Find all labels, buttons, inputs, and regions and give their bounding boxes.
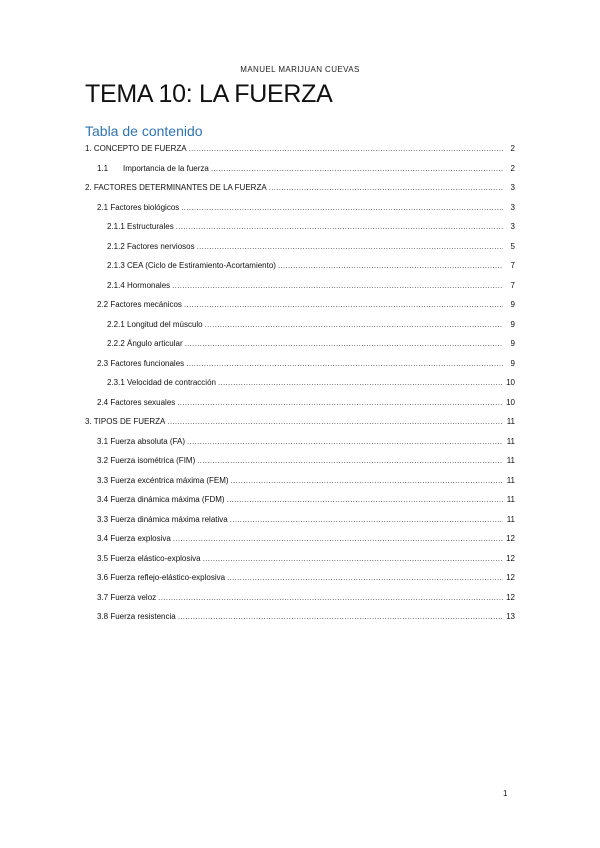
toc-entry-page: 11: [506, 495, 515, 504]
toc-entry[interactable]: [97, 569, 515, 583]
toc-entry-page: 7: [510, 261, 515, 270]
toc-leader-dots: [172, 281, 503, 291]
toc-entry[interactable]: [97, 296, 515, 310]
toc-entry-label: 1. CONCEPTO DE FUERZA: [85, 144, 187, 153]
toc-entry-label: 3.5 Fuerza elástico-explosiva: [97, 553, 201, 563]
toc-entry[interactable]: [107, 316, 515, 330]
toc-leader-dots: [185, 339, 503, 349]
toc-entry-label: 2.3.1 Velocidad de contracción: [107, 378, 216, 387]
toc-leader-dots: [187, 437, 503, 447]
toc-entry-page: 3: [510, 222, 515, 231]
toc-entry-page: 12: [506, 553, 515, 563]
toc-leader-dots: [181, 203, 503, 213]
toc-entry[interactable]: [107, 257, 515, 271]
toc-entry-label: 3.6 Fuerza reflejo-elástico-explosiva: [97, 573, 226, 582]
toc-entry-page: 9: [510, 319, 515, 329]
toc-entry[interactable]: [97, 394, 515, 408]
toc-entry[interactable]: [97, 550, 515, 564]
toc-entry-label: 3.3 Fuerza dinámica máxima relativa: [97, 514, 228, 524]
toc-entry-page: 11: [506, 417, 515, 426]
toc-entry-page: 13: [506, 612, 515, 621]
toc-entry[interactable]: [107, 374, 515, 388]
toc-entry-page: 12: [506, 592, 515, 602]
toc-entry-label: 2.1.2 Factores nerviosos: [107, 241, 195, 251]
toc-leader-dots: [184, 300, 503, 310]
toc-entry-label: 2.4 Factores sexuales: [97, 397, 176, 407]
toc-leader-dots: [189, 144, 503, 154]
toc-leader-dots: [178, 612, 503, 622]
toc-leader-dots: [211, 164, 503, 174]
toc-leader-dots: [203, 554, 503, 564]
toc-entry[interactable]: [97, 433, 515, 447]
toc-entry[interactable]: [85, 413, 515, 427]
toc-entry-page: 2: [510, 144, 515, 153]
toc-entry-label: 2.2.1 Longitud del músculo: [107, 319, 203, 329]
toc-entry-label: 2. FACTORES DETERMINANTES DE LA FUERZA: [85, 183, 267, 192]
page-header-author: MANUEL MARIJUAN CUEVAS: [240, 65, 360, 74]
toc-entry-label: 2.1.3 CEA (Ciclo de Estiramiento-Acortamiento): [107, 261, 276, 270]
toc-leader-dots: [278, 261, 503, 271]
toc-leader-dots: [197, 242, 503, 252]
toc-entry[interactable]: [97, 491, 515, 505]
toc-entry-label: 3.2 Fuerza isométrica (FIM): [97, 456, 196, 465]
toc-entry-page: 10: [506, 378, 515, 387]
toc-leader-dots: [167, 417, 503, 427]
toc-entry[interactable]: [107, 277, 515, 291]
toc-leader-dots: [269, 183, 503, 193]
toc-entry-label: [97, 164, 209, 174]
toc-entry-label: 2.1 Factores biológicos: [97, 202, 180, 212]
toc-entry[interactable]: [107, 218, 515, 232]
toc-leader-dots: [227, 573, 503, 583]
toc-entry[interactable]: [97, 199, 515, 213]
toc-entry[interactable]: [97, 160, 515, 174]
toc-leader-dots: [173, 534, 503, 544]
toc-entry-text: Importancia de la fuerza: [123, 163, 209, 173]
toc-entry-page: 9: [510, 339, 515, 348]
toc-entry-number: 1.1: [97, 163, 109, 173]
toc-entry-label: 3.1 Fuerza absoluta (FA): [97, 436, 186, 446]
toc-entry[interactable]: [97, 472, 515, 486]
toc-leader-dots: [177, 398, 503, 408]
toc-entry-page: 12: [506, 573, 515, 582]
toc-entry-page: 10: [506, 397, 515, 407]
toc-entry[interactable]: [85, 179, 515, 193]
toc-leader-dots: [176, 222, 503, 232]
toc-entry-label: 2.1.4 Hormonales: [107, 280, 171, 290]
toc-entry-page: 3: [510, 183, 515, 192]
toc-entry-page: 9: [510, 358, 515, 368]
toc-entry[interactable]: [97, 511, 515, 525]
toc-entry-page: 12: [506, 534, 515, 543]
toc-entry[interactable]: [97, 530, 515, 544]
toc-entry-label: 3.3 Fuerza excéntrica máxima (FEM): [97, 475, 229, 485]
toc-leader-dots: [227, 495, 503, 505]
toc-entry-page: 9: [510, 300, 515, 309]
toc-entry-page: 11: [506, 436, 515, 446]
toc-entry-page: 3: [510, 202, 515, 212]
toc-entry[interactable]: [107, 238, 515, 252]
toc-leader-dots: [231, 476, 503, 486]
toc-entry-label: 3.8 Fuerza resistencia: [97, 612, 176, 621]
toc-entry-label: 2.2.2 Ángulo articular: [107, 339, 183, 348]
toc-entry-label: 3.4 Fuerza explosiva: [97, 534, 171, 543]
toc-entry-page: 11: [506, 475, 515, 485]
toc-entry[interactable]: [97, 589, 515, 603]
toc-entry[interactable]: [85, 140, 515, 154]
toc-leader-dots: [205, 320, 503, 330]
toc-entry[interactable]: [107, 335, 515, 349]
document-title: TEMA 10: LA FUERZA: [85, 80, 333, 108]
toc-entry[interactable]: [97, 355, 515, 369]
toc-leader-dots: [197, 456, 503, 466]
toc-entry-page: 11: [506, 514, 515, 524]
toc-heading: Tabla de contenido: [85, 123, 203, 139]
toc-entry-page: 5: [510, 241, 515, 251]
toc-entry-page: 11: [506, 456, 515, 465]
toc-leader-dots: [158, 593, 503, 603]
toc-entry-label: 2.1.1 Estructurales: [107, 222, 174, 231]
toc-entry-label: 3.4 Fuerza dinámica máxima (FDM): [97, 495, 225, 504]
toc-leader-dots: [218, 378, 503, 388]
toc-entry-label: 3.7 Fuerza veloz: [97, 592, 157, 602]
toc-entry-page: 7: [510, 280, 515, 290]
toc-leader-dots: [230, 515, 503, 525]
toc-entry-page: 2: [510, 163, 515, 173]
toc-entry-label: 3. TIPOS DE FUERZA: [85, 417, 166, 426]
toc-entry[interactable]: [97, 608, 515, 622]
toc-leader-dots: [186, 359, 503, 369]
page-number: 1: [503, 789, 508, 798]
toc-entry-label: 2.3 Factores funcionales: [97, 358, 185, 368]
toc-entry-label: 2.2 Factores mecánicos: [97, 300, 182, 309]
toc-entry[interactable]: [97, 452, 515, 466]
